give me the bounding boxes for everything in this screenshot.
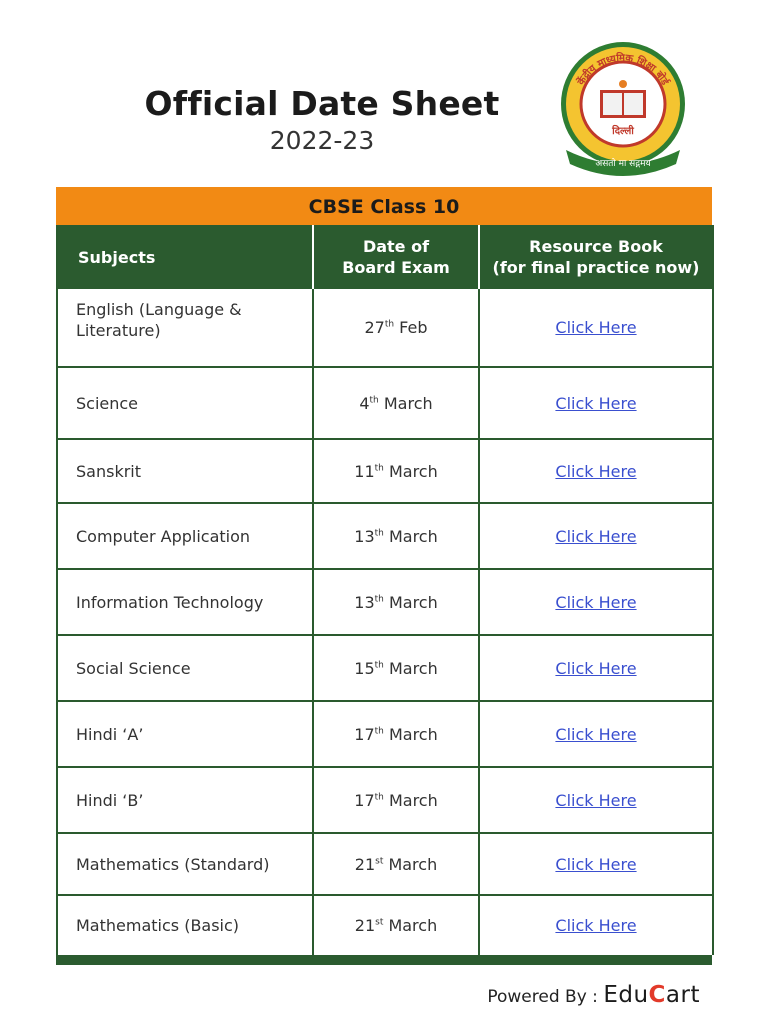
date-month: March xyxy=(388,592,438,612)
powered-by-label: Powered By : xyxy=(487,987,598,1007)
resource-link[interactable]: Click Here xyxy=(555,592,637,612)
resource-link[interactable]: Click Here xyxy=(555,461,637,481)
resource-link[interactable]: Click Here xyxy=(555,790,637,810)
header-date xyxy=(313,225,479,289)
date-cell xyxy=(313,569,479,635)
resource-link[interactable]: Click Here xyxy=(555,854,637,874)
resource-cell xyxy=(479,439,713,503)
table-bottom-bar xyxy=(56,955,712,965)
header-date-line1: Date of xyxy=(362,237,430,256)
resource-link[interactable]: Click Here xyxy=(555,658,637,678)
table-row xyxy=(57,569,713,635)
date-suffix: st xyxy=(375,856,384,867)
resource-cell xyxy=(479,833,713,895)
subject-cell: Sanskrit xyxy=(57,439,313,503)
resource-link[interactable]: Click Here xyxy=(555,916,637,935)
date-cell xyxy=(313,439,479,503)
resource-cell xyxy=(479,367,713,439)
date-month: Feb xyxy=(399,318,428,337)
resource-cell xyxy=(479,767,713,833)
subject-cell: Hindi ‘A’ xyxy=(57,701,313,767)
table-row xyxy=(57,895,713,955)
logo-arc-text: केंद्रीय माध्यमिक शिक्षा बोर्ड xyxy=(575,52,671,88)
date-day: 13 xyxy=(354,592,375,612)
resource-cell xyxy=(479,569,713,635)
date-cell xyxy=(313,367,479,439)
date-month: March xyxy=(388,790,438,810)
resource-cell xyxy=(479,895,713,955)
date-day: 17 xyxy=(354,724,375,744)
date-month: March xyxy=(388,526,438,546)
subject-cell: Hindi ‘B’ xyxy=(57,767,313,833)
powered-by xyxy=(487,982,700,1008)
resource-link[interactable]: Click Here xyxy=(555,393,637,413)
table-row xyxy=(57,367,713,439)
date-day: 27 xyxy=(364,318,385,337)
brand-part1: Edu xyxy=(603,982,649,1008)
table-row xyxy=(57,503,713,569)
table-header-row xyxy=(57,225,713,289)
subject-cell: Information Technology xyxy=(57,569,313,635)
brand-part3: art xyxy=(665,982,700,1008)
date-cell xyxy=(313,289,479,367)
date-month: March xyxy=(388,916,438,935)
page-subtitle: 2022-23 xyxy=(269,126,375,155)
date-day: 11 xyxy=(354,461,375,481)
header-resource-line2: (for final practice now) xyxy=(492,258,700,277)
subject-cell: Social Science xyxy=(57,635,313,701)
table-row xyxy=(57,289,713,367)
date-suffix: th xyxy=(374,528,384,539)
resource-link[interactable]: Click Here xyxy=(555,724,637,744)
table-row xyxy=(57,439,713,503)
class-band: CBSE Class 10 xyxy=(56,187,712,225)
exam-table xyxy=(56,225,714,955)
date-month: March xyxy=(388,461,438,481)
date-cell xyxy=(313,895,479,955)
date-suffix: th xyxy=(374,660,384,671)
date-suffix: th xyxy=(374,463,384,474)
date-suffix: th xyxy=(374,792,384,803)
date-suffix: th xyxy=(374,726,384,737)
resource-cell xyxy=(479,635,713,701)
date-cell xyxy=(313,767,479,833)
date-day: 21 xyxy=(354,916,376,935)
cbse-logo-icon xyxy=(556,38,690,178)
date-cell xyxy=(313,635,479,701)
date-suffix: th xyxy=(374,594,384,605)
subject-cell: Mathematics (Standard) xyxy=(57,833,313,895)
subject-cell: Science xyxy=(57,367,313,439)
date-month: March xyxy=(388,854,438,874)
table-row xyxy=(57,767,713,833)
subject-cell: Computer Application xyxy=(57,503,313,569)
resource-link[interactable]: Click Here xyxy=(555,526,637,546)
logo-motto-text: असतो मा सद्गमय xyxy=(595,159,651,169)
date-day: 4 xyxy=(359,393,370,413)
header-resource-line1: Resource Book xyxy=(529,237,663,256)
date-month: March xyxy=(388,724,438,744)
date-suffix: st xyxy=(375,917,384,928)
date-day: 21 xyxy=(354,854,376,874)
date-day: 13 xyxy=(354,526,375,546)
brand-part2: C xyxy=(648,982,666,1008)
resource-link[interactable]: Click Here xyxy=(555,318,637,337)
header-resource xyxy=(479,225,713,289)
date-cell xyxy=(313,503,479,569)
educart-logo xyxy=(603,982,700,1008)
resource-cell xyxy=(479,503,713,569)
header-subjects: Subjects xyxy=(57,225,313,289)
date-month: March xyxy=(388,658,438,678)
table-row xyxy=(57,635,713,701)
date-day: 15 xyxy=(354,658,375,678)
table-row xyxy=(57,833,713,895)
date-suffix: th xyxy=(369,395,379,406)
resource-cell xyxy=(479,289,713,367)
header-date-line2: Board Exam xyxy=(342,258,450,277)
date-sheet-table xyxy=(56,187,712,965)
subject-cell: English (Language & Literature) xyxy=(57,289,313,367)
logo-city-text: दिल्ली xyxy=(612,126,634,137)
page-title: Official Date Sheet xyxy=(144,84,500,123)
date-day: 17 xyxy=(354,790,375,810)
date-cell xyxy=(313,833,479,895)
subject-cell: Mathematics (Basic) xyxy=(57,895,313,955)
resource-cell xyxy=(479,701,713,767)
date-month: March xyxy=(383,393,433,413)
date-suffix: th xyxy=(384,319,395,330)
date-cell xyxy=(313,701,479,767)
table-row xyxy=(57,701,713,767)
